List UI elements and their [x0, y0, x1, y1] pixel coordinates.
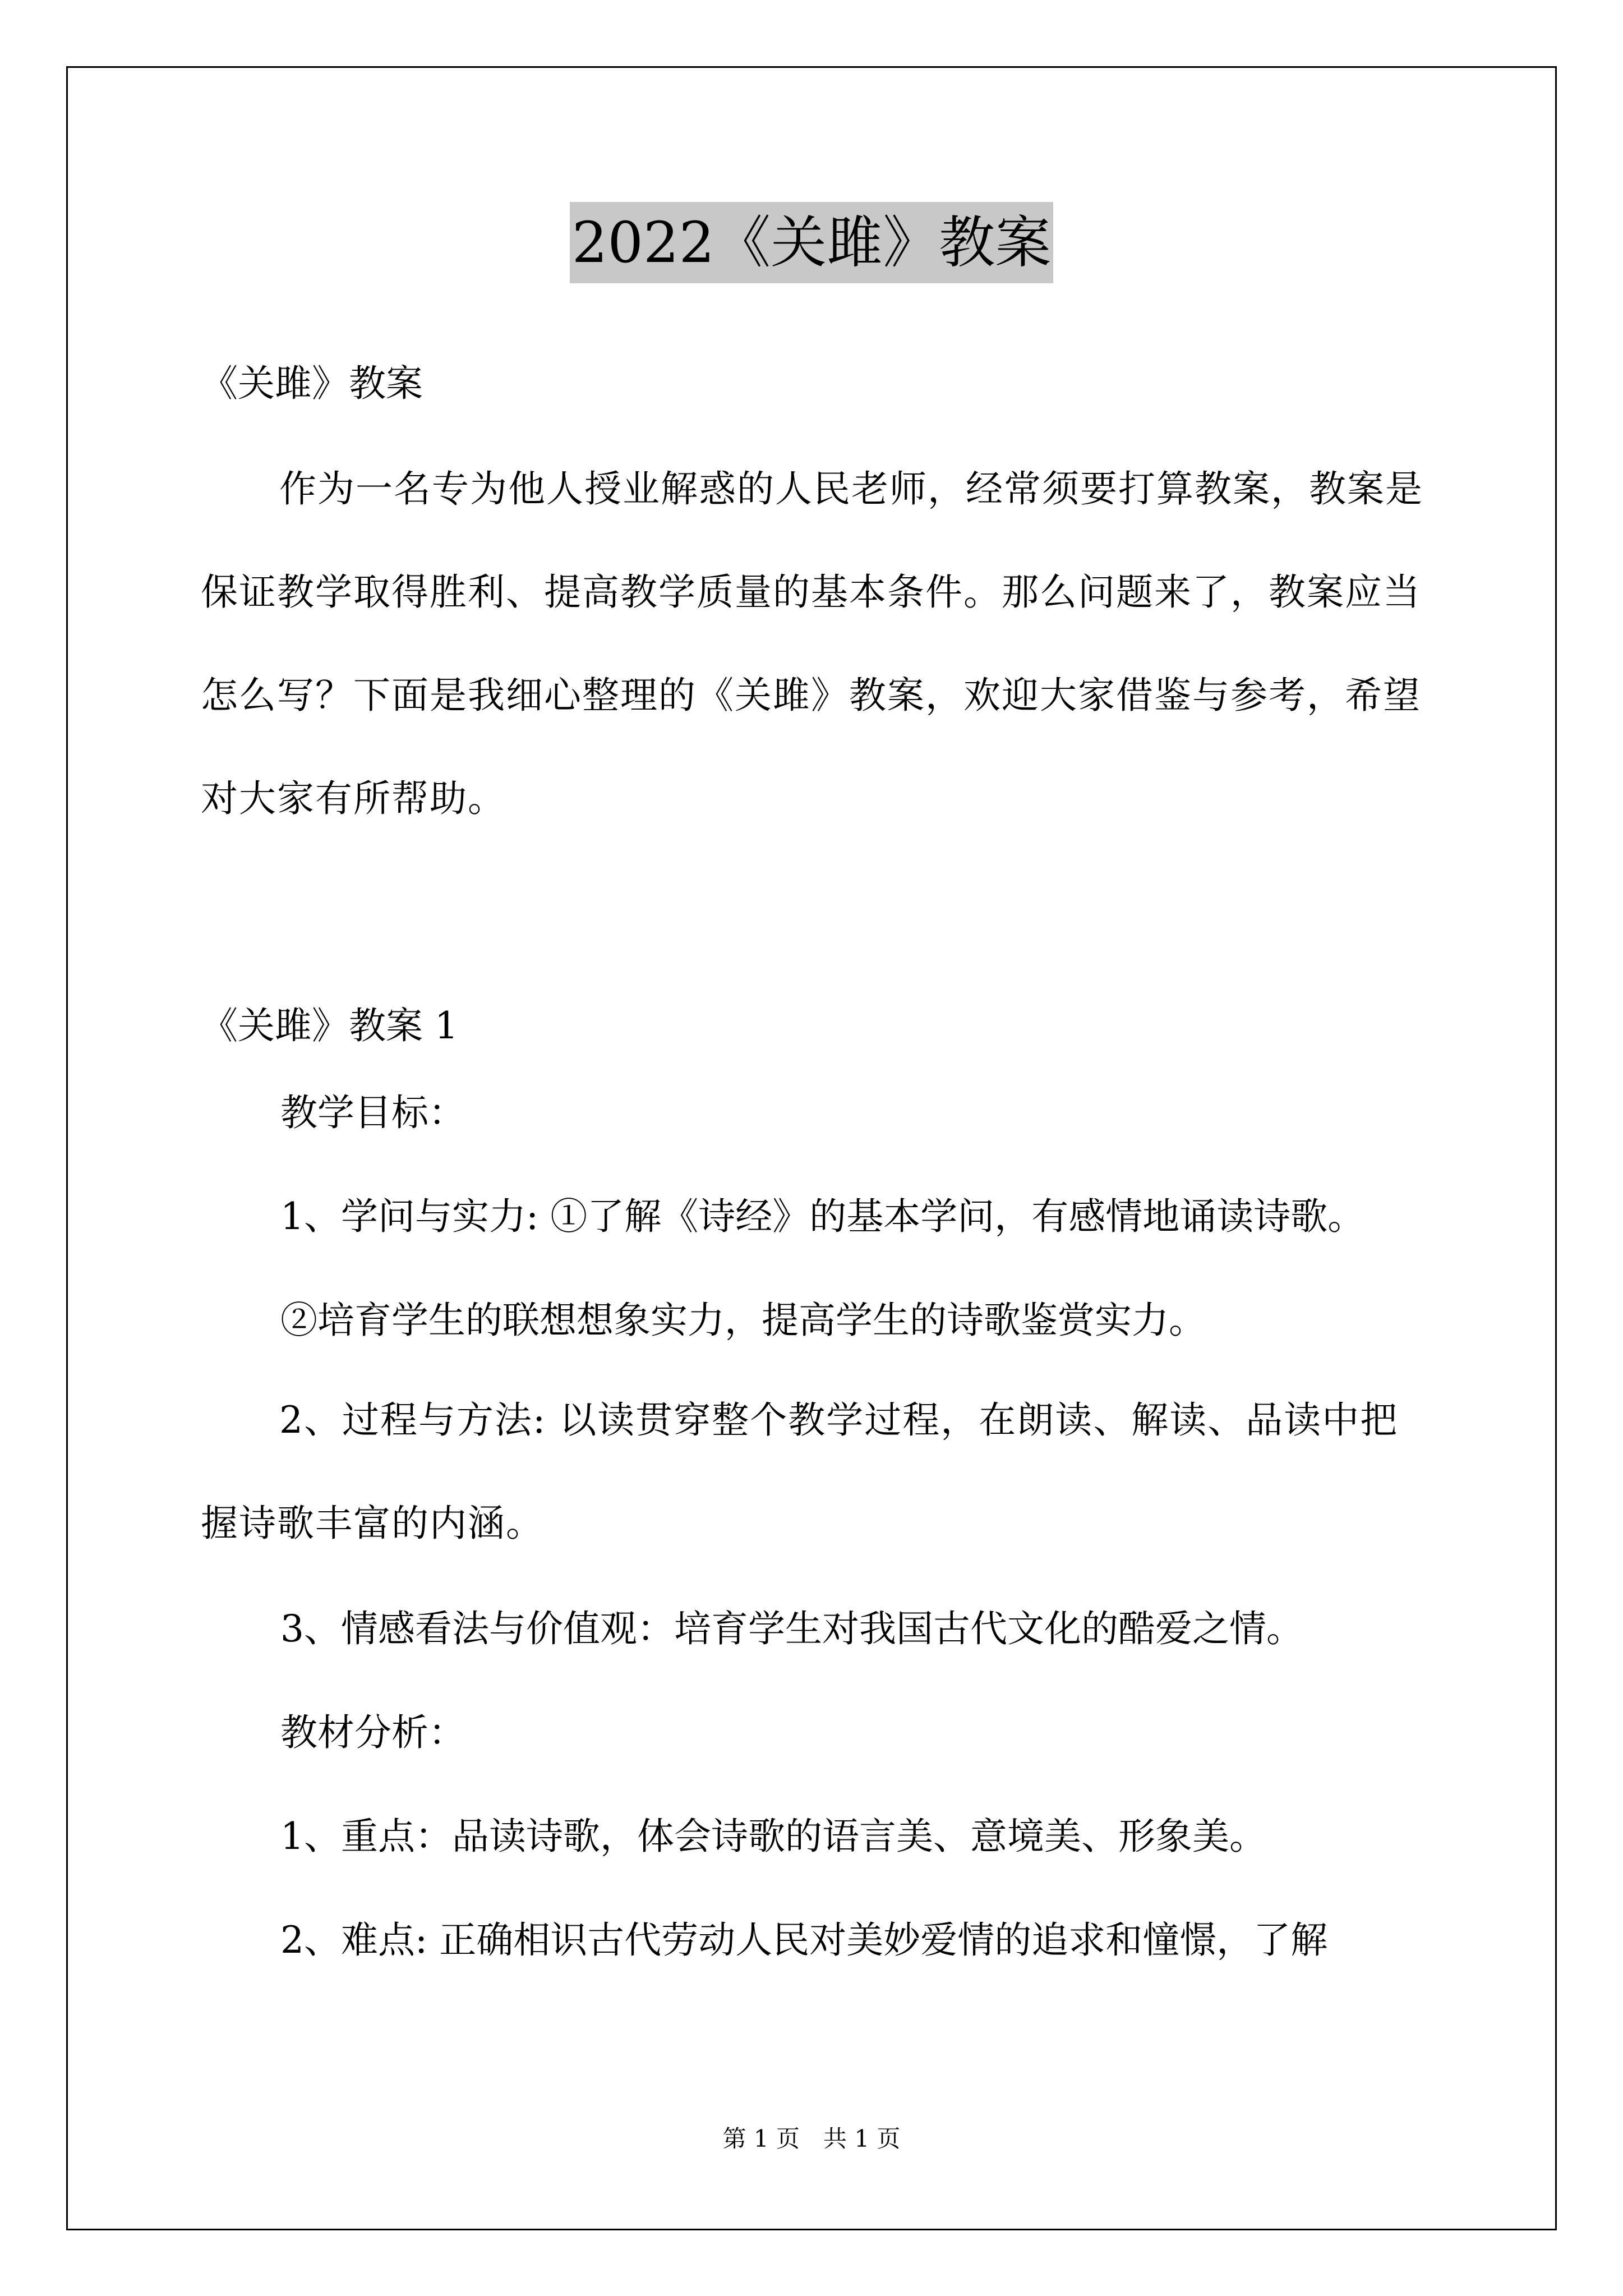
page-number: 第 1 页 共 1 页: [722, 2125, 901, 2152]
goals-heading: 教学目标：: [280, 1091, 465, 1134]
key-point: 1、重点：品读诗歌，体会诗歌的语言美、意境美、形象美。: [280, 1815, 1266, 1858]
intro-paragraph: 作为一名专为他人授业解惑的人民老师，经常须要打算教案，教案是保证教学取得胜利、提高教学质量的基本条件。那么问题来了，教案应当怎么写？下面是我细心整理的《关雎》教案，欢迎大家借鉴与参考，希望对大家有所帮助。: [201, 467, 1423, 820]
goal-knowledge-continued: ②培育学生的联想想象实力，提高学生的诗歌鉴赏实力。: [280, 1299, 1206, 1342]
difficulty: 2、难点: 正确相识古代劳动人民对美妙爱情的追求和憧憬，了解: [280, 1918, 1328, 1962]
analysis-heading: 教材分析：: [280, 1711, 465, 1754]
goal-emotion: 3、情感看法与价值观：培育学生对我国古代文化的酷爱之情。: [280, 1607, 1303, 1650]
section-title: 《关雎》教案 1: [201, 1004, 458, 1047]
document-subtitle: 《关雎》教案: [201, 362, 423, 405]
goal-process: 2、过程与方法: 以读贯穿整个教学过程，在朗读、解读、品读中把握诗歌丰富的内涵。: [201, 1398, 1399, 1545]
title-container: [0, 202, 1623, 283]
goal-knowledge: 1、学问与实力: ①了解《诗经》的基本学问，有感情地诵读诗歌。: [280, 1195, 1365, 1238]
document-title: 2022《关雎》教案: [570, 202, 1054, 283]
